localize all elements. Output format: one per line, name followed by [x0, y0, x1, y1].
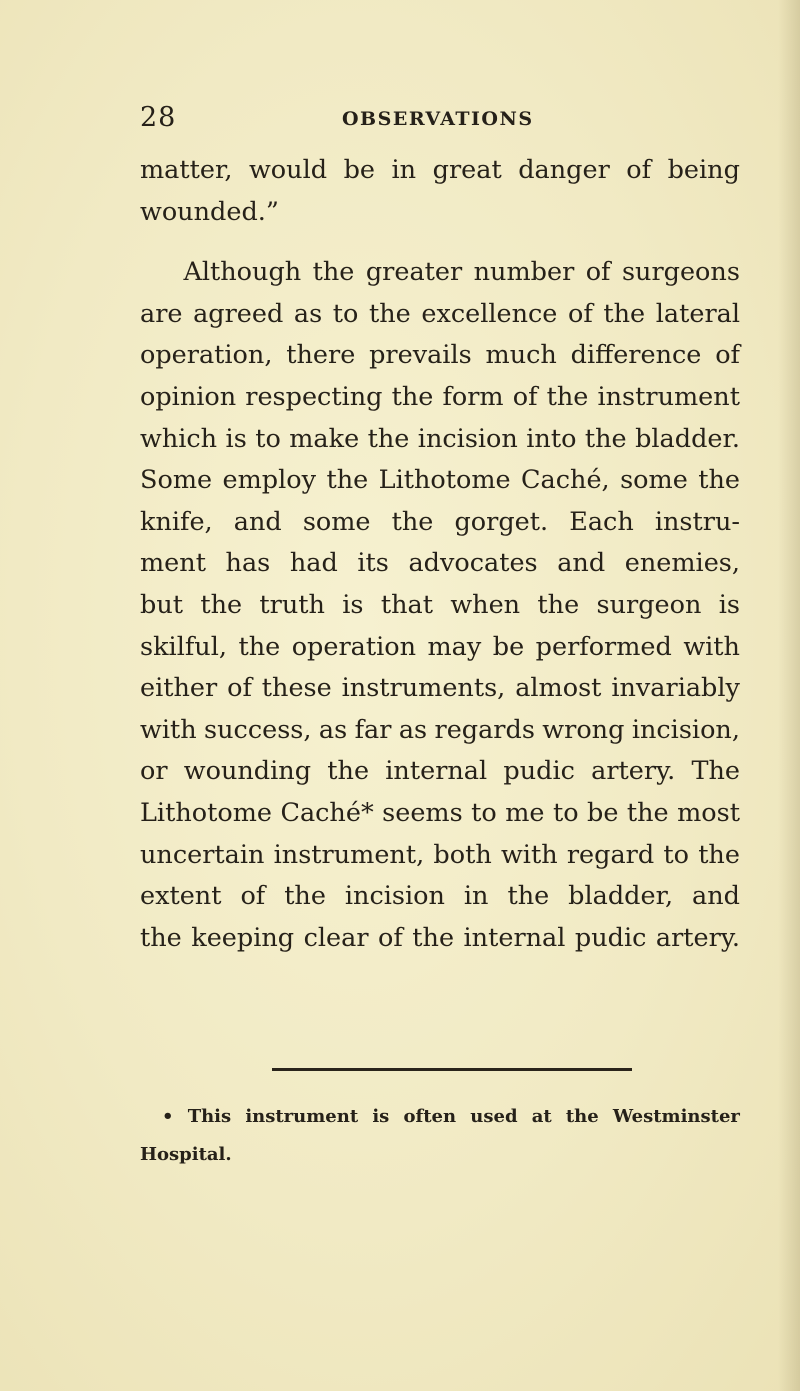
word: some: [302, 506, 371, 537]
word: Westminster: [612, 1106, 740, 1127]
word: the: [327, 756, 370, 787]
word: surgeons: [621, 257, 740, 288]
word: the: [200, 589, 243, 620]
word: the: [537, 589, 580, 620]
word: regards: [434, 714, 535, 745]
word: form: [442, 381, 504, 412]
word: is: [372, 1106, 390, 1127]
word: as: [318, 714, 348, 745]
text-line: [140, 150, 740, 192]
word: The: [691, 756, 740, 787]
word: artery.: [591, 756, 676, 787]
word: lateral: [655, 298, 740, 329]
text-line: [140, 710, 740, 752]
text-line: [140, 793, 740, 835]
word: of: [240, 881, 266, 912]
word: employ: [222, 465, 317, 496]
word: incision: [417, 423, 518, 454]
word: in: [463, 881, 489, 912]
word: opinion: [140, 381, 237, 412]
word: uncertain: [140, 839, 265, 870]
word: to: [552, 797, 579, 828]
word: is: [225, 423, 247, 454]
word: that: [380, 589, 433, 620]
word: instrument: [245, 1106, 359, 1127]
word: the: [546, 381, 589, 412]
word: be: [492, 631, 525, 662]
word: knife,: [140, 506, 213, 537]
word: Lithotome: [140, 797, 272, 828]
word: is: [718, 589, 740, 620]
word: wounded.”: [140, 196, 279, 227]
text-line: [140, 668, 740, 710]
word: surgeon: [596, 589, 702, 620]
word: would: [248, 155, 328, 185]
word: artery.: [655, 922, 740, 953]
word: the: [312, 257, 355, 288]
word: of: [626, 155, 652, 185]
word: internal: [385, 756, 488, 787]
word: instru-: [654, 506, 740, 537]
word: when: [450, 589, 521, 620]
word: to: [332, 298, 359, 329]
text-line: [140, 835, 740, 877]
word: extent: [140, 881, 222, 912]
word: to: [255, 423, 281, 454]
word: pudic: [574, 922, 647, 953]
word: performed: [535, 631, 672, 662]
word: being: [667, 155, 740, 185]
word: the: [367, 423, 410, 454]
word: its: [357, 548, 389, 579]
word: much: [485, 340, 557, 371]
word: bladder,: [568, 881, 674, 912]
word: success,: [204, 714, 312, 745]
word: and: [557, 548, 606, 579]
word: bladder.: [635, 423, 740, 454]
word: there: [286, 340, 356, 371]
word: incision: [344, 881, 445, 912]
word: be: [343, 155, 376, 185]
word: of: [378, 922, 403, 953]
word: operation,: [140, 340, 273, 371]
text-line: [140, 585, 740, 627]
text-line: [140, 543, 740, 585]
word: prevails: [369, 340, 472, 371]
word: or: [140, 756, 168, 787]
text-line: [140, 419, 740, 461]
text-line: [140, 751, 740, 793]
word: with: [683, 631, 740, 662]
word: the: [584, 423, 627, 454]
word: respecting: [245, 381, 383, 412]
word: the: [284, 881, 326, 912]
word: of: [568, 298, 593, 329]
word: matter,: [140, 155, 233, 185]
footnote: [140, 1098, 740, 1174]
word: but: [140, 589, 183, 620]
text-line: [140, 192, 740, 234]
word: excellence: [421, 298, 558, 329]
word: incision,: [631, 714, 740, 745]
text-line: [140, 252, 740, 294]
word: these: [261, 673, 332, 704]
word: the: [698, 465, 740, 496]
word: to: [471, 797, 497, 828]
word: and: [233, 506, 282, 537]
word: advocates: [408, 548, 538, 579]
word: internal: [463, 922, 566, 953]
word: Caché*: [280, 797, 374, 828]
page-number: 28: [140, 102, 177, 133]
word: clear: [303, 922, 369, 953]
word: pudic: [503, 756, 575, 787]
word: the: [369, 298, 411, 329]
footnote-rule: [272, 1068, 632, 1071]
word: great: [432, 155, 502, 185]
word: be: [587, 797, 619, 828]
word: may: [427, 631, 482, 662]
body-text: [140, 150, 740, 959]
word: some: [620, 465, 688, 496]
word: the: [391, 506, 434, 537]
word: truth: [259, 589, 325, 620]
word: regard: [566, 839, 655, 870]
word: with: [500, 839, 558, 870]
word: had: [289, 548, 338, 579]
word: of: [512, 381, 538, 412]
word: far: [354, 714, 392, 745]
text-line: [140, 502, 740, 544]
footnote-line: [140, 1098, 740, 1136]
word: Caché,: [521, 465, 610, 496]
word: is: [342, 589, 364, 620]
word: most: [677, 797, 740, 828]
running-head: OBSERVATIONS: [342, 108, 534, 130]
word: the: [565, 1106, 599, 1127]
word: invariably: [611, 673, 740, 704]
text-line: [140, 627, 740, 669]
word: skilful,: [140, 631, 227, 662]
word: of: [585, 257, 611, 288]
word: to: [663, 839, 689, 870]
word: the: [603, 298, 646, 329]
word: at: [531, 1106, 552, 1127]
text-line: [140, 377, 740, 419]
word: of: [227, 673, 252, 704]
word: danger: [518, 155, 610, 185]
word: the: [238, 631, 281, 662]
text-line: [140, 294, 740, 336]
word: wrong: [542, 714, 625, 745]
word: wounding: [183, 756, 312, 787]
word: gorget.: [454, 506, 549, 537]
word: difference: [570, 340, 702, 371]
word: with: [140, 714, 197, 745]
word: enemies,: [624, 548, 740, 579]
word: •: [162, 1106, 174, 1127]
paragraph-1: [140, 150, 740, 233]
word: the: [326, 465, 369, 496]
text-line: [140, 335, 740, 377]
word: in: [391, 155, 417, 185]
word: has: [225, 548, 271, 579]
word: Although: [183, 257, 302, 288]
word: instrument: [597, 381, 740, 412]
word: the: [140, 922, 182, 953]
word: greater: [365, 257, 463, 288]
word: of: [715, 340, 740, 371]
word: as: [293, 298, 323, 329]
word: seems: [382, 797, 463, 828]
word: instruments,: [341, 673, 506, 704]
word: Hospital.: [140, 1144, 232, 1165]
word: ment: [140, 548, 206, 579]
text-line: [140, 460, 740, 502]
page-edge-shadow: [778, 0, 800, 1391]
word: make: [289, 423, 360, 454]
word: the: [507, 881, 550, 912]
text-line: [140, 876, 740, 918]
word: often: [403, 1106, 457, 1127]
word: which: [140, 423, 218, 454]
word: number: [473, 257, 575, 288]
footnote-line: [140, 1136, 740, 1174]
word: me: [505, 797, 545, 828]
word: the: [626, 797, 669, 828]
paragraph-2: [140, 252, 740, 959]
word: agreed: [193, 298, 284, 329]
word: the: [391, 381, 434, 412]
word: the: [412, 922, 455, 953]
word: into: [526, 423, 577, 454]
word: the: [698, 839, 740, 870]
word: Lithotome: [378, 465, 511, 496]
word: as: [398, 714, 428, 745]
word: This: [187, 1106, 232, 1127]
word: keeping: [191, 922, 295, 953]
word: are: [140, 298, 183, 329]
word: used: [470, 1106, 518, 1127]
word: operation: [291, 631, 417, 662]
word: Each: [569, 506, 634, 537]
word: either: [140, 673, 218, 704]
text-line: [140, 918, 740, 960]
word: instrument,: [273, 839, 425, 870]
page-header: [0, 102, 800, 138]
word: both: [433, 839, 492, 870]
word: Some: [140, 465, 213, 496]
word: almost: [515, 673, 602, 704]
word: and: [692, 881, 740, 912]
